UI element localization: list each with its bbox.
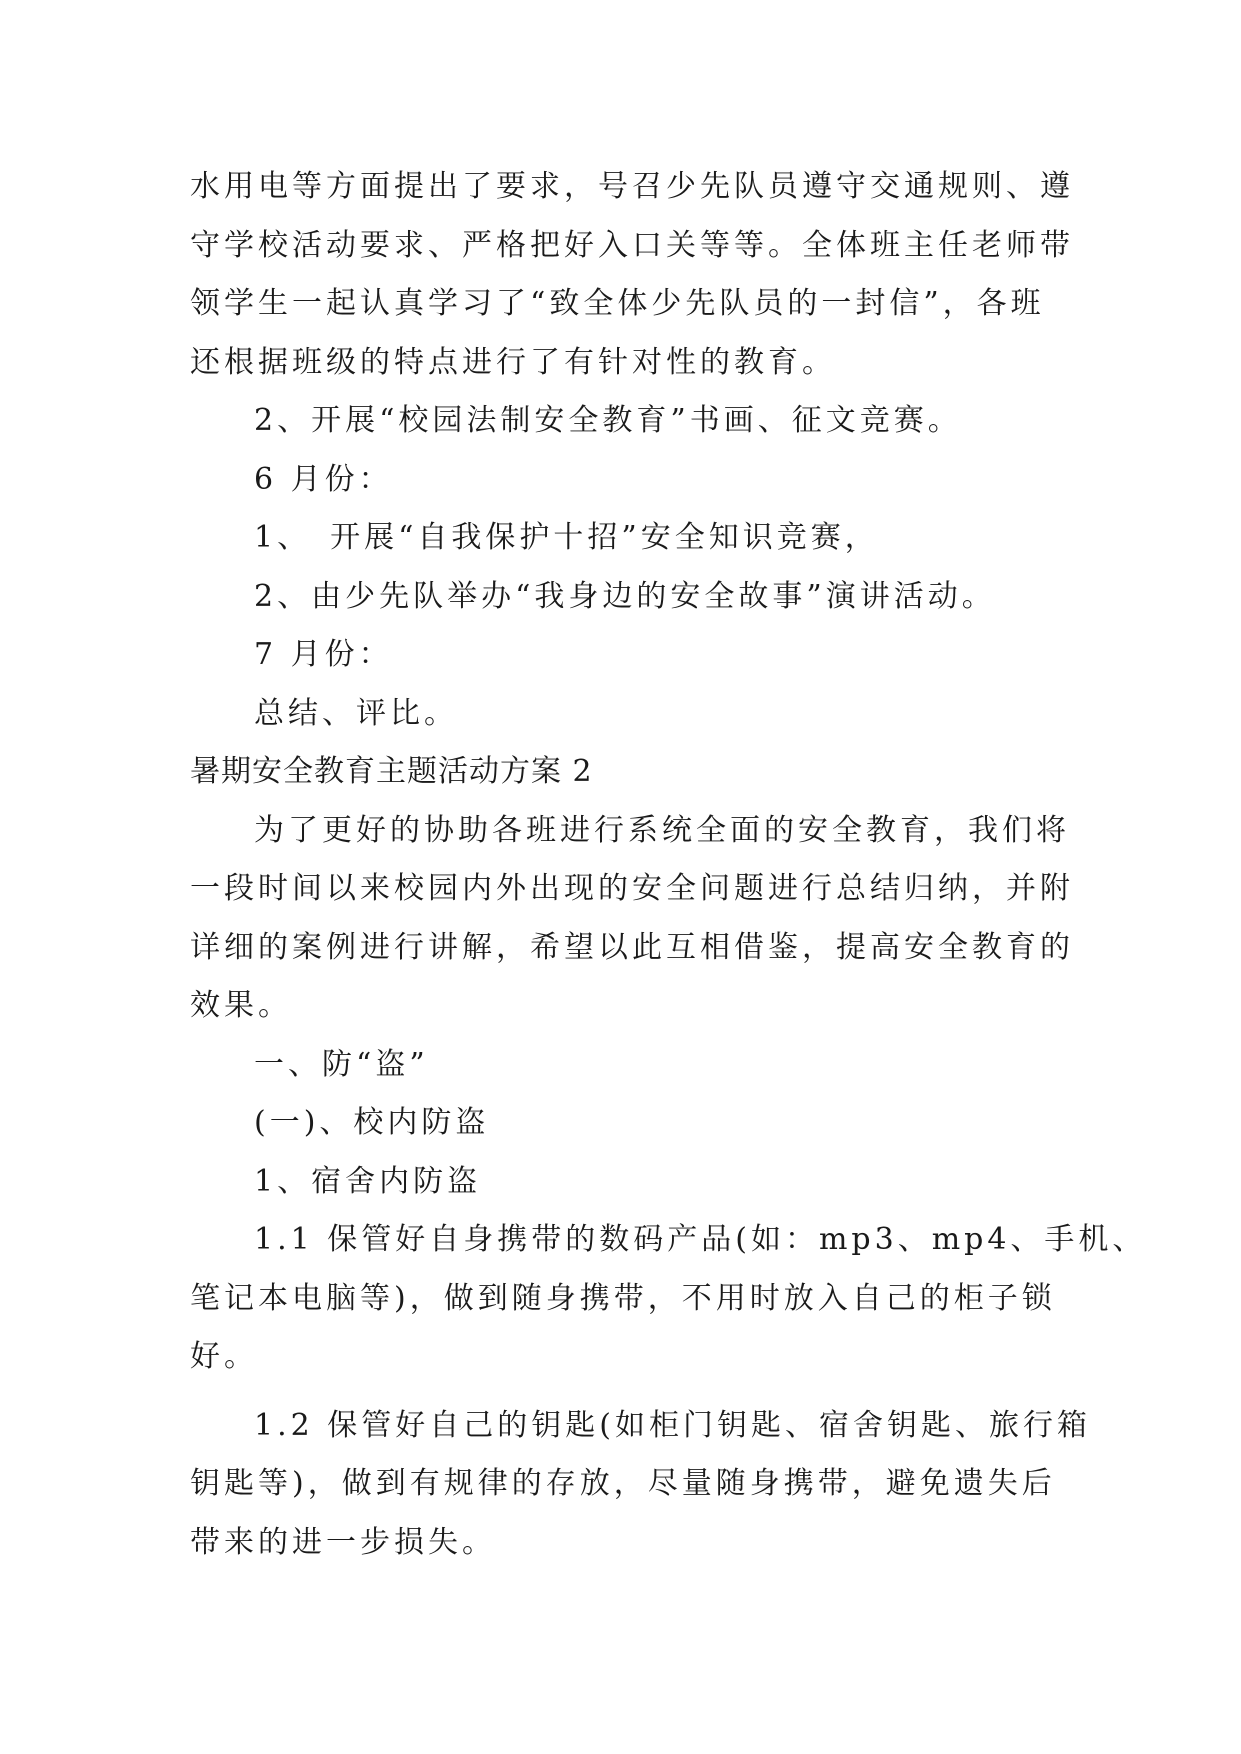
body-line: 好。 (190, 1339, 258, 1374)
body-line: 钥匙等)，做到有规律的存放，尽量随身携带，避免遗失后 (190, 1466, 1056, 1501)
body-line: 详细的案例进行讲解，希望以此互相借鉴，提高安全教育的 (190, 929, 1074, 965)
list-item: 1、 开展“自我保护十招”安全知识竞赛， (254, 520, 879, 555)
body-line: 守学校活动要求、严格把好入口关等等。全体班主任老师带 (190, 227, 1074, 263)
body-line: 一段时间以来校园内外出现的安全问题进行总结归纳，并附 (190, 871, 1074, 906)
body-line: 效果。 (190, 988, 292, 1023)
body-line: 总结、评比。 (254, 695, 458, 731)
body-line: 1.1 保管好自身携带的数码产品(如：mp3、mp4、手机、 (254, 1222, 1147, 1257)
body-line: 2、开展“校园法制安全教育”书画、征文竞赛。 (254, 403, 962, 438)
body-line: 领学生一起认真学习了“致全体少先队员的一封信”，各班 (190, 286, 1045, 321)
subheading: 一、防“盗” (254, 1046, 429, 1082)
body-line: 为了更好的协助各班进行系统全面的安全教育，我们将 (254, 812, 1070, 848)
paragraph-gap (190, 1387, 1060, 1397)
body-line: 1.2 保管好自己的钥匙(如柜门钥匙、宿舍钥匙、旅行箱 (254, 1407, 1091, 1443)
subheading: (一)、校内防盗 (254, 1105, 490, 1140)
body-line: 还根据班级的特点进行了有针对性的教育。 (190, 344, 836, 380)
subheading: 1、宿舍内防盗 (254, 1163, 482, 1199)
body-line: 笔记本电脑等)，做到随身携带，不用时放入自己的柜子锁 (190, 1280, 1056, 1316)
body-line: 水用电等方面提出了要求，号召少先队员遵守交通规则、遵 (190, 169, 1074, 204)
list-item: 2、由少先队举办“我身边的安全故事”演讲活动。 (254, 578, 996, 614)
body-line: 带来的进一步损失。 (190, 1524, 496, 1560)
document-body (190, 158, 1147, 1572)
month-label: 6 月份： (254, 461, 393, 497)
section-title: 暑期安全教育主题活动方案 2 (190, 754, 593, 789)
month-label: 7 月份： (254, 637, 393, 672)
